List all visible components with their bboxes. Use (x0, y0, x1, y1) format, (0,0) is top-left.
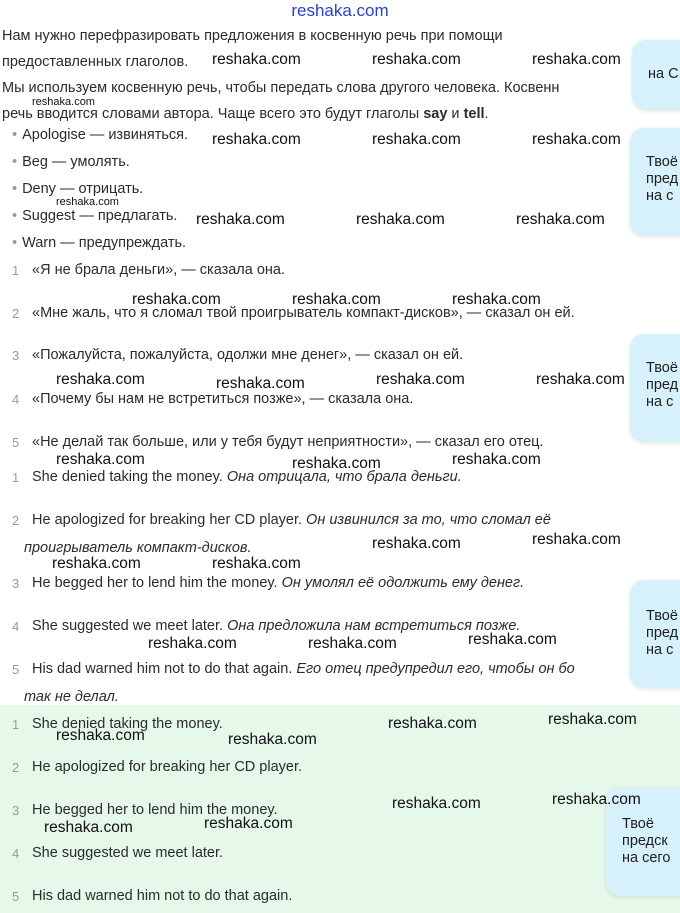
hint-bubble-text: на с (646, 188, 674, 204)
quote-number: 3 (12, 348, 20, 363)
hint-bubble-text: Твоё (646, 360, 678, 376)
watermark: reshaka.com (468, 631, 557, 648)
quote-text: «Мне жаль, что я сломал твой проигрыватель компакт-дисков», — сказал он ей. (32, 305, 575, 321)
watermark: reshaka.com (548, 711, 637, 728)
answer-number: 5 (12, 662, 20, 677)
watermark: reshaka.com (216, 375, 305, 392)
watermark: reshaka.com (56, 371, 145, 388)
watermark: reshaka.com (516, 211, 605, 228)
answer-row: He apologized for breaking her CD player. Он извинился за то, что сломал её (32, 512, 551, 528)
watermark: reshaka.com (132, 291, 221, 308)
hint-bubble-text: на с (646, 642, 674, 658)
watermark: reshaka.com (372, 51, 461, 68)
final-answer-number: 1 (12, 717, 20, 732)
watermark: reshaka.com (532, 131, 621, 148)
tell-word: tell (463, 106, 485, 122)
hint-bubble-text: на сего (622, 850, 671, 866)
answer-row: She suggested we meet later. Она предложила нам встретиться позже. (32, 618, 521, 634)
quote-text: «Я не брала деньги», — сказала она. (32, 262, 286, 278)
hint-bubble-text: Твоё (646, 154, 678, 170)
watermark: reshaka.com (44, 819, 133, 836)
hint-bubble-text: Твоё (646, 608, 678, 624)
site-title: reshaka.com (291, 1, 389, 20)
watermark: reshaka.com (388, 715, 477, 732)
hint-bubble-text: на с (646, 394, 674, 410)
hint-bubble-text: пред (646, 171, 679, 187)
watermark: reshaka.com (372, 131, 461, 148)
watermark: reshaka.com (212, 555, 301, 572)
watermark: reshaka.com (56, 451, 145, 468)
watermark: reshaka.com (228, 731, 317, 748)
verb-item: • Suggest — предлагать. (12, 208, 178, 224)
final-answer-text: She denied taking the money. (32, 716, 223, 732)
watermark: reshaka.com (56, 196, 119, 208)
watermark: reshaka.com (212, 51, 301, 68)
watermark: reshaka.com (292, 455, 381, 472)
hint-bubble-text: пред (646, 377, 679, 393)
verb-item: • Beg — умолять. (12, 154, 130, 170)
final-answer-text: He begged her to lend him the money. (32, 802, 278, 818)
final-answer-number: 3 (12, 803, 20, 818)
quote-text: «Пожалуйста, пожалуйста, одолжи мне денег», — сказал он ей. (32, 347, 464, 363)
hint-bubble-text: предск (622, 833, 668, 849)
answer-row: She denied taking the money. Она отрицала, что брала деньги. (32, 469, 462, 485)
watermark: reshaka.com (532, 531, 621, 548)
quote-number: 2 (12, 306, 20, 321)
final-answer-number: 5 (12, 889, 20, 904)
answer-continuation: так не делал. (24, 689, 119, 705)
quote-number: 5 (12, 435, 20, 450)
answer-row: His dad warned him not to do that again. Его отец предупредил его, чтобы он бо (32, 661, 575, 677)
answer-number: 1 (12, 470, 20, 485)
watermark: reshaka.com (148, 635, 237, 652)
final-answer-text: She suggested we meet later. (32, 845, 224, 861)
answer-number: 2 (12, 513, 20, 528)
final-answer-number: 2 (12, 760, 20, 775)
hint-bubble[interactable] (630, 334, 680, 442)
watermark: reshaka.com (196, 211, 285, 228)
watermark: reshaka.com (372, 535, 461, 552)
quote-text: «Не делай так больше, или у тебя будут неприятности», — сказал его отец. (32, 434, 544, 450)
watermark: reshaka.com (552, 791, 641, 808)
hint-bubble-text: пред (646, 625, 679, 641)
quote-text: «Почему бы нам не встретиться позже», — сказала она. (32, 391, 414, 407)
watermark: reshaka.com (532, 51, 621, 68)
hint-bubble[interactable] (632, 40, 680, 110)
quote-number: 1 (12, 263, 20, 278)
hint-bubble-text: Твоё (622, 816, 654, 832)
watermark: reshaka.com (536, 371, 625, 388)
intro-line-4: речь вводится словами автора. Чаще всего это будут глаголы say и tell. (2, 106, 489, 122)
hint-bubble-text: на С (648, 66, 679, 82)
answer-row: He begged her to lend him the money. Он умолял её одолжить ему денег. (32, 575, 525, 591)
intro-line-3: Мы используем косвенную речь, чтобы передать слова другого человека. Косвенн (2, 80, 560, 96)
final-answer-text: His dad warned him not to do that again. (32, 888, 293, 904)
verb-item: • Warn — предупреждать. (12, 235, 187, 251)
say-word: say (423, 106, 448, 122)
watermark: reshaka.com (292, 291, 381, 308)
answer-number: 4 (12, 619, 20, 634)
hint-bubble[interactable] (630, 128, 680, 236)
watermark: reshaka.com (52, 555, 141, 572)
watermark: reshaka.com (356, 211, 445, 228)
answer-number: 3 (12, 576, 20, 591)
final-answer-number: 4 (12, 846, 20, 861)
final-answer-text: He apologized for breaking her CD player. (32, 759, 303, 775)
verb-item: • Deny — отрицать. (12, 181, 144, 197)
watermark: reshaka.com (376, 371, 465, 388)
intro-line-1: Нам нужно перефразировать предложения в косвенную речь при помощи (2, 28, 503, 44)
quote-number: 4 (12, 392, 20, 407)
intro-line-2: предоставленных глаголов. (2, 54, 189, 70)
watermark: reshaka.com (452, 451, 541, 468)
verb-item: • Apologise — извиняться. (12, 127, 189, 143)
watermark: reshaka.com (212, 131, 301, 148)
watermark: reshaka.com (452, 291, 541, 308)
watermark: reshaka.com (56, 727, 145, 744)
watermark: reshaka.com (32, 96, 95, 108)
hint-bubble[interactable] (630, 580, 680, 688)
watermark: reshaka.com (204, 815, 293, 832)
watermark: reshaka.com (392, 795, 481, 812)
watermark: reshaka.com (308, 635, 397, 652)
answer-continuation: проигрыватель компакт-дисков. (24, 540, 252, 556)
